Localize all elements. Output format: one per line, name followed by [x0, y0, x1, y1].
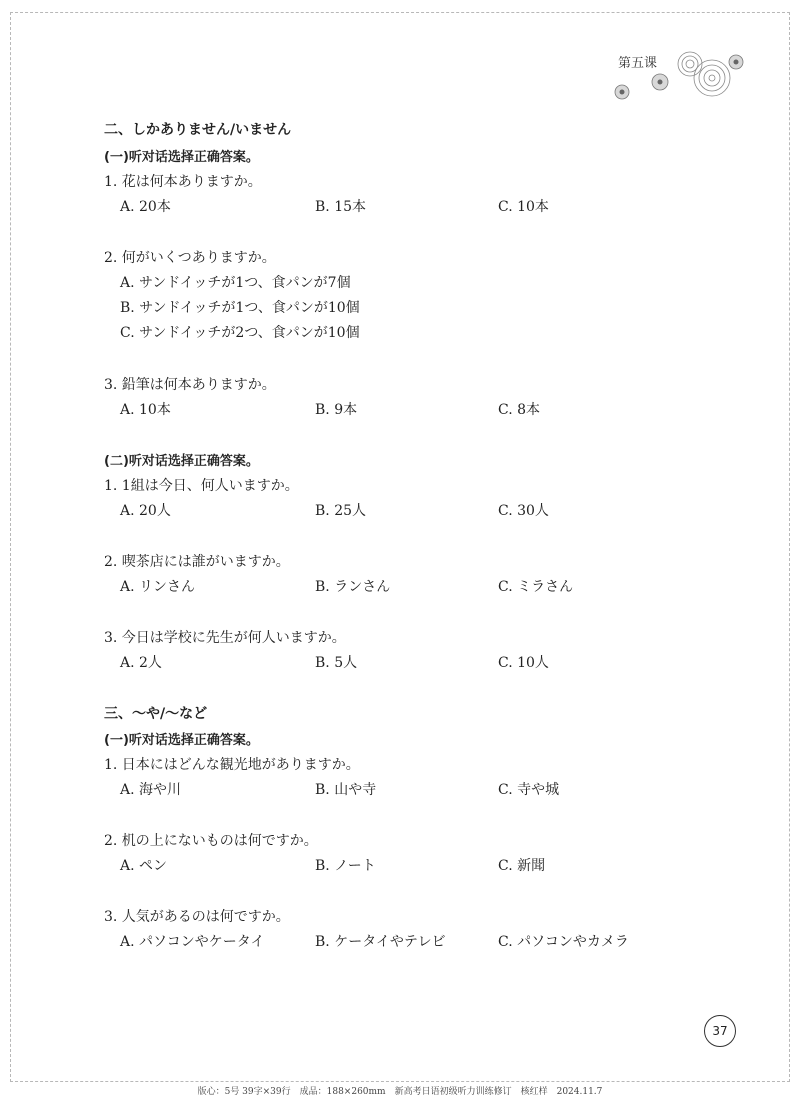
- option-b: B. ノート: [315, 858, 376, 874]
- option-c: C. 8本: [498, 402, 541, 418]
- section-title: 三、～や/～など: [104, 706, 208, 722]
- option-c: C. 寺や城: [498, 782, 560, 798]
- option-c: C. 10本: [498, 199, 549, 215]
- flower-decoration-icon: [608, 40, 758, 110]
- option-a: A. 10本: [120, 402, 171, 418]
- part-title: (一)听对话选择正确答案。: [104, 733, 259, 748]
- option-a: A. 20本: [120, 199, 171, 215]
- part-title: (二)听对话选择正确答案。: [104, 454, 259, 469]
- option-c: C. 10人: [498, 655, 549, 671]
- question-text: 2. 何がいくつありますか。: [104, 250, 276, 266]
- option-a: A. ペン: [120, 858, 168, 874]
- question-text: 2. 喫茶店には誰がいますか。: [104, 554, 290, 570]
- question-text: 2. 机の上にないものは何ですか。: [104, 833, 318, 849]
- option-b: B. ランさん: [315, 579, 391, 595]
- question-text: 1. 1組は今日、何人いますか。: [104, 478, 299, 494]
- option-a: A. サンドイッチが1つ、食パンが7個: [120, 275, 351, 291]
- option-a: A. パソコンやケータイ: [120, 934, 265, 950]
- option-b: B. ケータイやテレビ: [315, 934, 446, 950]
- question-text: 1. 日本にはどんな観光地がありますか。: [104, 757, 360, 773]
- option-a: A. 海や川: [120, 782, 182, 798]
- page-number: 37: [704, 1015, 736, 1047]
- option-c: C. サンドイッチが2つ、食パンが10個: [120, 325, 360, 341]
- question-text: 3. 人気があるのは何ですか。: [104, 909, 290, 925]
- question-text: 3. 今日は学校に先生が何人いますか。: [104, 630, 346, 646]
- option-b: B. 山や寺: [315, 782, 377, 798]
- question-text: 3. 鉛筆は何本ありますか。: [104, 377, 276, 393]
- question-text: 1. 花は何本ありますか。: [104, 174, 262, 190]
- option-b: B. 9本: [315, 402, 358, 418]
- section-title: 二、しかありません/いません: [104, 122, 292, 138]
- option-c: C. 新聞: [498, 858, 546, 874]
- option-a: A. 2人: [120, 655, 162, 671]
- option-b: B. サンドイッチが1つ、食パンが10個: [120, 300, 360, 316]
- option-c: C. パソコンやカメラ: [498, 934, 629, 950]
- footer-print-info: 版心：5号 39字×39行 成品：188×260mm 新高考日语初级听力训练修订 核红样 2024.11.7: [197, 1087, 603, 1097]
- part-title: (一)听对话选择正确答案。: [104, 150, 259, 165]
- option-b: B. 15本: [315, 199, 367, 215]
- option-c: C. ミラさん: [498, 579, 574, 595]
- option-a: A. 20人: [120, 503, 171, 519]
- option-b: B. 5人: [315, 655, 358, 671]
- option-a: A. リンさん: [120, 579, 196, 595]
- option-c: C. 30人: [498, 503, 549, 519]
- lesson-label: 第五课: [618, 56, 658, 71]
- option-b: B. 25人: [315, 503, 367, 519]
